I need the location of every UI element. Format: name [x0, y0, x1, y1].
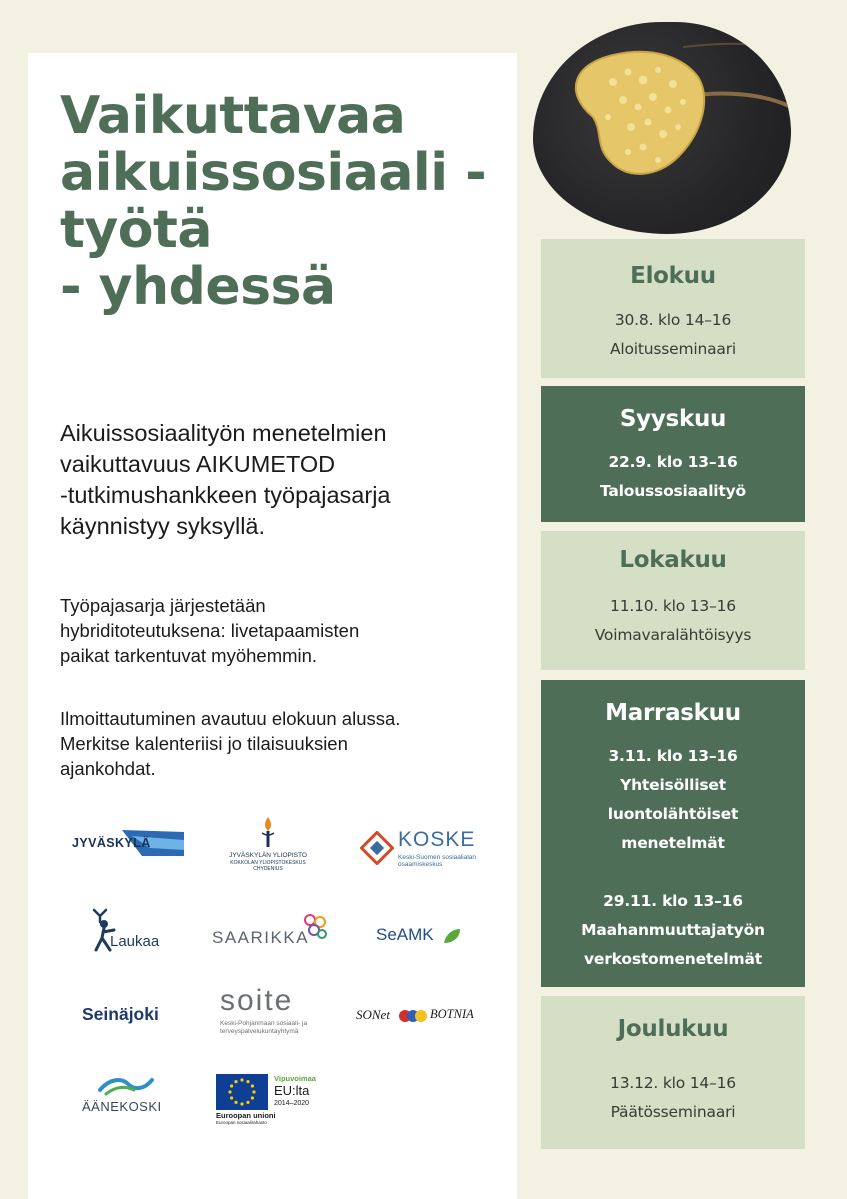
- event-title: verkostomenetelmät: [584, 950, 762, 968]
- event-title: menetelmät: [621, 834, 725, 852]
- logo-saarikka: [212, 912, 332, 952]
- logo-text: terveyspalvelukuntayhtymä: [220, 1028, 299, 1035]
- logo-text: Keski-Pohjanmaan sosiaali- ja: [220, 1020, 308, 1027]
- logo-text: osaamiskeskus: [398, 861, 443, 868]
- aanekoski-wave-icon: [96, 1072, 156, 1096]
- logo-text: KOKKOLAN YLIOPISTOKESKUS: [230, 860, 306, 866]
- event-time: 11.10. klo 13–16: [610, 597, 736, 615]
- logo-text: Euroopan unioni: [216, 1111, 276, 1120]
- lead-line: -tutkimushankkeen työpajasarja: [60, 482, 391, 508]
- event-time: 29.11. klo 13–16: [603, 892, 743, 910]
- lead-line: käynnistyy syksyllä.: [60, 513, 266, 539]
- lead-paragraph: [60, 418, 490, 542]
- koske-diamond-icon: [360, 831, 394, 865]
- hybrid-info-paragraph: [60, 593, 500, 668]
- title-line: aikuissosiaali -: [60, 143, 487, 203]
- eu-flag-icon: [216, 1074, 268, 1110]
- lead-line: vaikuttavuus AIKUMETOD: [60, 451, 336, 477]
- month-card-december: [541, 996, 805, 1149]
- month-card-november: [541, 680, 805, 987]
- month-name: Elokuu: [630, 263, 716, 289]
- logo-text: Euroopan sosiaalirahasto: [216, 1120, 267, 1125]
- month-name: Marraskuu: [605, 700, 741, 726]
- logo-text: CHYDENIUS: [253, 866, 283, 872]
- month-card-august: [541, 239, 805, 378]
- registration-paragraph: [60, 706, 500, 781]
- logo-laukaa: [88, 906, 168, 954]
- logo-text: soite: [220, 984, 294, 1017]
- logo-sonet-botnia: [356, 1006, 486, 1028]
- leaf-illustration: [533, 22, 791, 234]
- month-name: Syyskuu: [619, 406, 727, 432]
- title-line: Vaikuttavaa: [60, 86, 406, 146]
- month-name: Joulukuu: [617, 1016, 729, 1042]
- sonet-circles-icon: [398, 1009, 428, 1023]
- event-title: Yhteisölliset: [620, 776, 726, 794]
- paragraph-line: Ilmoittautuminen avautuu elokuun alussa.: [60, 708, 401, 729]
- logo-text: Laukaa: [110, 933, 160, 950]
- logo-seinajoki: [82, 1004, 182, 1030]
- logo-text: SONet: [356, 1007, 390, 1022]
- title-line: - yhdessä: [60, 257, 336, 317]
- event-title: Aloitusseminaari: [610, 340, 736, 358]
- logo-jyu-kokkola: [228, 815, 308, 875]
- logo-seamk: [376, 924, 466, 950]
- logo-soite: [218, 984, 338, 1040]
- torch-icon: [258, 815, 278, 849]
- logo-aanekoski: [82, 1072, 172, 1118]
- page-title: [60, 88, 486, 316]
- month-card-september: [541, 386, 805, 522]
- event-title: luontolähtöiset: [607, 805, 739, 823]
- logo-koske: [360, 828, 480, 868]
- logo-text: Keski-Suomen sosiaalialan: [398, 854, 477, 861]
- logo-text: KOSKE: [398, 828, 476, 851]
- logo-text: Vipuvoimaa: [274, 1074, 316, 1083]
- paragraph-line: Merkitse kalenteriisi jo tilaisuuksien: [60, 733, 348, 754]
- event-time: 3.11. klo 13–16: [608, 747, 738, 765]
- title-line: työtä: [60, 200, 212, 260]
- event-time: 13.12. klo 14–16: [610, 1074, 736, 1092]
- month-card-october: [541, 531, 805, 670]
- leaf-photo: [533, 22, 791, 234]
- logo-eu-esf: [216, 1074, 326, 1124]
- leaf-icon: [442, 927, 462, 945]
- event-time: 30.8. klo 14–16: [614, 311, 732, 329]
- event-title: Maahanmuuttajatyön: [581, 921, 765, 939]
- event-title: Taloussosiaalityö: [600, 482, 746, 500]
- logo-text: JYVÄSKYLÄ: [72, 836, 151, 850]
- event-title: Päätösseminaari: [610, 1103, 736, 1121]
- logo-text: Seinäjoki: [82, 1004, 159, 1024]
- month-name: Lokakuu: [619, 547, 727, 573]
- logo-text: EU:lta: [274, 1083, 310, 1098]
- logo-text: BOTNIA: [430, 1007, 474, 1021]
- logo-text: JYVÄSKYLÄN YLIOPISTO: [229, 852, 307, 859]
- logo-text: SAARIKKA: [212, 928, 310, 947]
- logo-jyvaskyla: [72, 826, 187, 860]
- lead-line: Aikuissosiaalityön menetelmien: [60, 420, 387, 446]
- event-title: Voimavaralähtöisyys: [594, 626, 752, 644]
- paragraph-line: Työpajasarja järjestetään: [60, 595, 266, 616]
- event-time: 22.9. klo 13–16: [608, 453, 738, 471]
- paragraph-line: ajankohdat.: [60, 758, 156, 779]
- paragraph-line: hybriditoteutuksena: livetapaamisten: [60, 620, 360, 641]
- paragraph-line: paikat tarkentuvat myöhemmin.: [60, 645, 318, 666]
- logo-text: ÄÄNEKOSKI: [82, 1099, 162, 1114]
- logo-text: 2014–2020: [274, 1100, 310, 1107]
- logo-text: SeAMK: [376, 925, 434, 944]
